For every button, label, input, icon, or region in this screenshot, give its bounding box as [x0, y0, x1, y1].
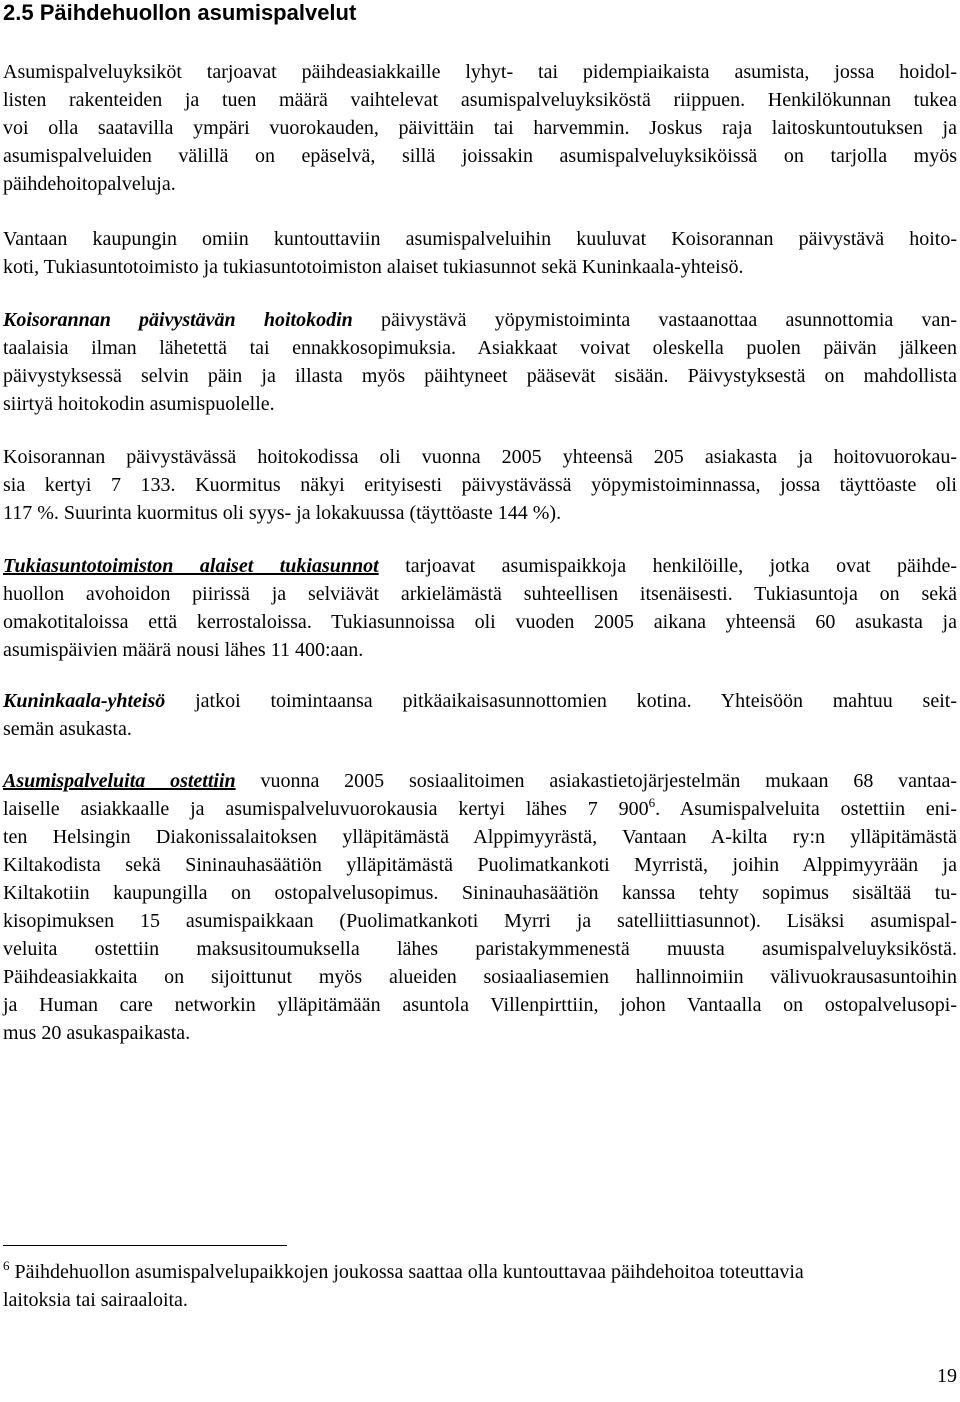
text-line: 117 %. Suurinta kuormitus oli syys- ja lokakuussa (täyttöaste 144 %).	[3, 502, 562, 524]
text-line: Vantaan kaupungin omiin kuntouttaviin asumispalveluihin kuuluvat Koisorannan päivystävä hoito-	[3, 228, 957, 250]
text-line	[3, 306, 957, 334]
paragraph-kuninkaala	[3, 687, 957, 743]
text-line: mus 20 asukaspaikasta.	[3, 1022, 191, 1044]
footnote-reference: 6	[648, 795, 656, 810]
text-line: asumispalveluiden välillä on epäselvä, sillä joissakin asumispalveluyksiköissä on tarjolla myös	[3, 145, 957, 167]
text-line: kisopimuksen 15 asumispaikkaan (Puolimatkankoti Myrri ja satelliittiasunnot). Lisäksi asumispal-	[3, 910, 957, 932]
text-fragment: Päihdehuollon asumispalvelupaikkojen joukossa saattaa olla kuntouttavaa päihdehoitoa toteuttavia	[9, 1261, 804, 1283]
text-fragment: . Asumispalveluita ostettiin eni-	[655, 798, 957, 820]
emphasis-term: Asumispalveluita ostettiin	[3, 770, 236, 792]
footnote-marker: 6	[3, 1258, 10, 1273]
text-line: voi olla saatavilla ympäri vuorokauden, päivittäin tai harvemmin. Joskus raja laitoskuntoutuksen ja	[3, 117, 957, 139]
paragraph-services	[3, 225, 957, 281]
footnote-divider	[3, 1245, 287, 1246]
footnote	[3, 1258, 957, 1314]
text-line: veluita ostettiin maksusitoumuksella lähes paristakymmenestä muusta asumispalveluyksiköstä.	[3, 938, 957, 960]
paragraph-purchased-services	[3, 767, 957, 1047]
text-line: listen rakenteiden ja tuen määrä vaihtelevat asumispalveluyksiköstä riippuen. Henkilökunnan tukea	[3, 89, 957, 111]
section-heading: 2.5 Päihdehuollon asumispalvelut	[3, 0, 357, 25]
text-line: siirtyä hoitokodin asumispuolelle.	[3, 393, 275, 415]
text-line	[3, 1258, 957, 1286]
emphasis-term: Kuninkaala-yhteisö	[3, 690, 166, 712]
text-line	[3, 795, 957, 823]
paragraph-statistics	[3, 443, 957, 527]
text-line: Päihdeasiakkaita on sijoittunut myös alueiden sosiaaliasemien hallinnoimiin välivuokrausasuntoihin	[3, 966, 957, 988]
text-line: ten Helsingin Diakonissalaitoksen ylläpitämästä Alppimyyrästä, Vantaan A-kilta ry:n ylläpitämästä	[3, 826, 957, 848]
emphasis-term: Tukiasuntotoimiston alaiset tukiasunnot	[3, 555, 379, 577]
text-line: Koisorannan päivystävässä hoitokodissa oli vuonna 2005 yhteensä 205 asiakasta ja hoitovuorokau-	[3, 446, 957, 468]
text-line: taalaisia ilman lähetettä tai ennakkosopimuksia. Asiakkaat voivat oleskella puolen päivän jälkeen	[3, 337, 957, 359]
text-line: Kiltakodista sekä Sininauhasäätiön ylläpitämästä Puolimatkankoti Myrristä, joihin Alppimyyrään ja	[3, 854, 957, 876]
paragraph-support-housing	[3, 552, 957, 664]
text-line: huollon avohoidon piirissä ja selviävät arkielämästä suhteellisen itsenäisesti. Tukiasuntoja on sekä	[3, 583, 957, 605]
text-line: ja Human care networkin ylläpitämään asuntola Villenpirttiin, johon Vantaalla on ostopalvelusopi-	[3, 994, 957, 1016]
text-line: Asumispalveluyksiköt tarjoavat päihdeasiakkaille lyhyt- tai pidempiaikaista asumista, jossa hoidol-	[3, 61, 957, 83]
text-fragment: laiselle asiakkaalle ja asumispalveluvuorokausia kertyi lähes 7 900	[3, 798, 649, 820]
text-fragment: päivystävä yöpymistoiminta vastaanottaa asunnottomia van-	[352, 309, 957, 331]
text-line	[3, 767, 957, 795]
text-line: asumispäivien määrä nousi lähes 11 400:aan.	[3, 639, 364, 661]
text-line: Kiltakotiin kaupungilla on ostopalvelusopimus. Sininauhasäätiön kanssa tehty sopimus sisältää tu-	[3, 882, 957, 904]
text-line	[3, 552, 957, 580]
paragraph-intro	[3, 58, 957, 198]
paragraph-koisoranta	[3, 306, 957, 418]
text-line: koti, Tukiasuntotoimisto ja tukiasuntotoimiston alaiset tukiasunnot sekä Kuninkaala-yhteisö.	[3, 256, 744, 278]
text-line: semän asukasta.	[3, 718, 132, 740]
text-line: päivystyksessä selvin päin ja illasta myös päihtyneet pääsevät sisään. Päivystyksestä on mahdollista	[3, 365, 957, 387]
text-fragment: tarjoavat asumispaikkoja henkilöille, jotka ovat päihde-	[378, 555, 957, 577]
text-line: omakotitaloissa että kerrostaloissa. Tukiasunnoissa oli vuoden 2005 aikana yhteensä 60 asukasta ja	[3, 611, 957, 633]
text-line: laitoksia tai sairaaloita.	[3, 1289, 188, 1311]
text-line	[3, 687, 957, 715]
text-line: päihdehoitopalveluja.	[3, 173, 176, 195]
text-fragment: vuonna 2005 sosiaalitoimen asiakastietojärjestelmän mukaan 68 vantaa-	[235, 770, 958, 792]
emphasis-term: Koisorannan päivystävän hoitokodin	[3, 309, 353, 331]
page-number: 19	[937, 1365, 957, 1387]
text-line: sia kertyi 7 133. Kuormitus näkyi erityisesti päivystävässä yöpymistoiminnassa, jossa täyttöaste oli	[3, 474, 957, 496]
text-fragment: jatkoi toimintaansa pitkäaikaisasunnottomien kotina. Yhteisöön mahtuu seit-	[165, 690, 957, 712]
